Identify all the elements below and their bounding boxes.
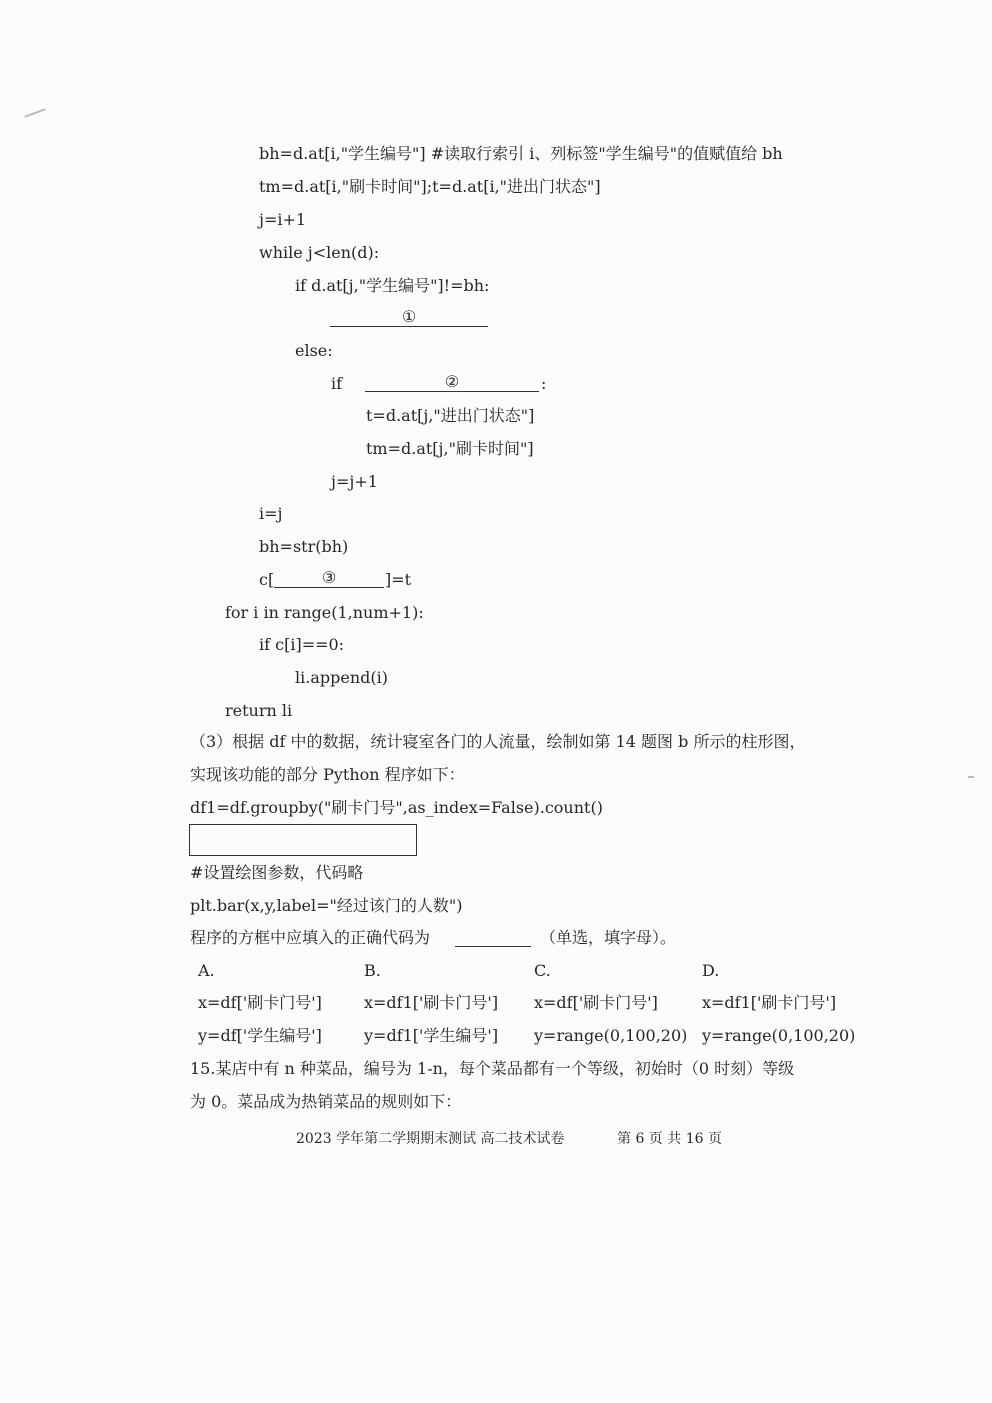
- code-line-plt-bar: plt.bar(x,y,label="经过该门的人数"): [190, 896, 463, 915]
- code-comment-plot-params: #设置绘图参数，代码略: [190, 863, 364, 882]
- question-prompt: 程序的方框中应填入的正确代码为: [190, 928, 431, 947]
- code-line-j-inc: j=j+1: [331, 472, 378, 491]
- answer-blank-3[interactable]: ③: [274, 567, 384, 588]
- code-line-assign-tm: tm=d.at[j,"刷卡时间"]: [366, 439, 534, 458]
- option-d-x: x=df1['刷卡门号']: [702, 993, 837, 1012]
- option-d-label[interactable]: D.: [702, 961, 720, 980]
- answer-blank-1[interactable]: ①: [330, 306, 488, 327]
- code-line-c-suffix: ]=t: [385, 570, 412, 589]
- option-c-x: x=df['刷卡门号']: [534, 993, 658, 1012]
- option-b-x: x=df1['刷卡门号']: [364, 993, 499, 1012]
- code-line-bh-str: bh=str(bh): [259, 537, 349, 556]
- option-a-x: x=df['刷卡门号']: [198, 993, 322, 1012]
- code-line-groupby: df1=df.groupby("刷卡门号",as_index=False).count(): [190, 798, 603, 817]
- question-part3-line2: 实现该功能的部分 Python 程序如下：: [190, 765, 465, 784]
- scan-mark: [968, 776, 974, 778]
- option-b-label[interactable]: B.: [364, 961, 381, 980]
- answer-box[interactable]: [189, 824, 417, 856]
- option-a-y: y=df['学生编号']: [198, 1026, 322, 1045]
- answer-blank-choice[interactable]: [455, 926, 531, 947]
- code-line-return: return li: [225, 701, 293, 720]
- code-line-append: li.append(i): [295, 668, 388, 687]
- question-15-line2: 为 0。菜品成为热销菜品的规则如下：: [190, 1092, 462, 1111]
- question-15-line1: 15.某店中有 n 种菜品，编号为 1-n，每个菜品都有一个等级，初始时（0 时刻）等级: [190, 1059, 795, 1078]
- code-line-c-prefix: c[: [259, 570, 275, 589]
- code-line-read-bh: bh=d.at[i,"学生编号"] #读取行索引 i、列标签"学生编号"的值赋值给 bh: [259, 144, 783, 163]
- option-d-y: y=range(0,100,20): [702, 1026, 856, 1045]
- code-line-else: else:: [295, 341, 333, 360]
- option-c-label[interactable]: C.: [534, 961, 551, 980]
- option-b-y: y=df1['学生编号']: [364, 1026, 499, 1045]
- code-line-if-neq: if d.at[j,"学生编号"]!=bh:: [295, 276, 490, 295]
- code-line-if-zero: if c[i]==0:: [259, 635, 345, 654]
- code-line-assign-t: t=d.at[j,"进出门状态"]: [366, 406, 535, 425]
- code-line-read-tm: tm=d.at[i,"刷卡时间"];t=d.at[i,"进出门状态"]: [259, 177, 601, 196]
- footer-exam-title: 2023 学年第二学期期末测试 高二技术试卷: [296, 1131, 565, 1147]
- code-line-i-assign: i=j: [259, 504, 283, 523]
- code-line-for: for i in range(1,num+1):: [225, 603, 424, 622]
- option-a-label[interactable]: A.: [198, 961, 215, 980]
- question-prompt-suffix: （单选，填字母）。: [540, 928, 677, 947]
- code-line-while: while j<len(d):: [259, 243, 380, 262]
- option-c-y: y=range(0,100,20): [534, 1026, 688, 1045]
- code-line-if: if: [331, 374, 343, 393]
- question-part3-line1: （3）根据 df 中的数据，统计寝室各门的人流量，绘制如第 14 题图 b 所示的柱形图，: [190, 732, 806, 751]
- scan-mark: [24, 108, 45, 117]
- footer-page-number: 第 6 页 共 16 页: [617, 1131, 722, 1147]
- answer-blank-2[interactable]: ②: [365, 371, 539, 392]
- code-line-if-colon: :: [541, 374, 547, 393]
- code-line-j-init: j=i+1: [259, 210, 307, 229]
